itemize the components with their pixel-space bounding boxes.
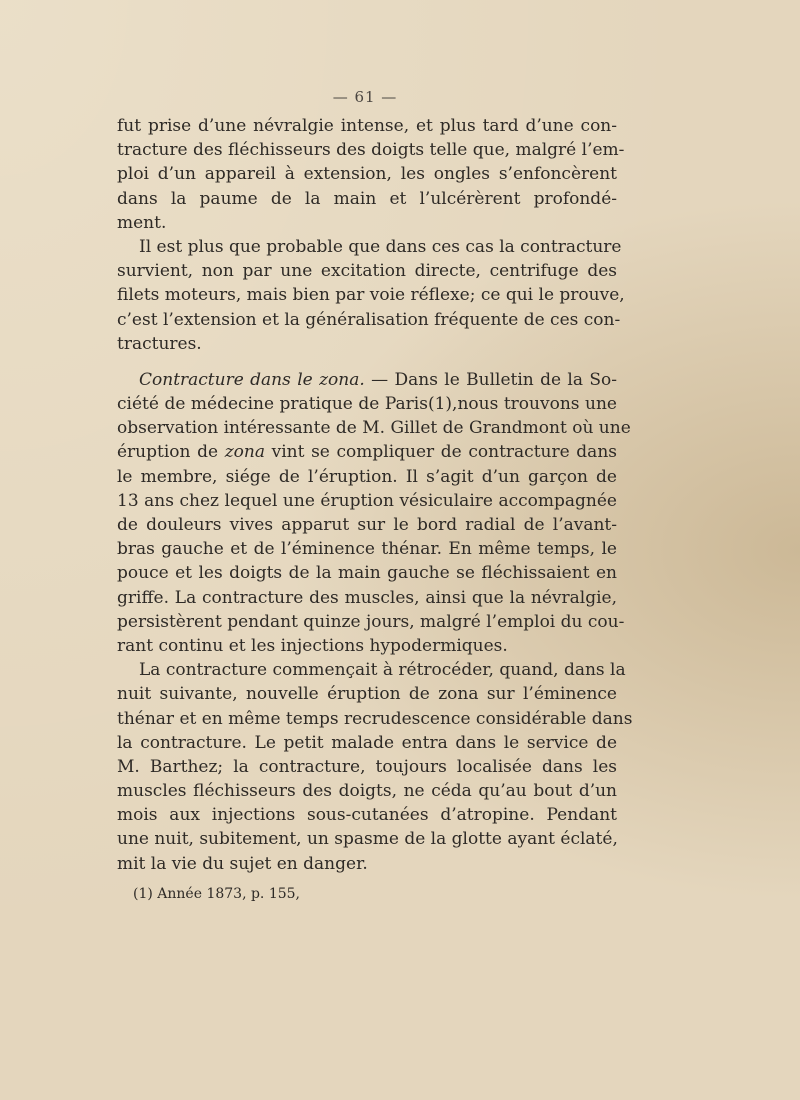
text-line: nuit suivante, nouvelle éruption de zona sur l’éminence [117, 684, 617, 705]
text-line: filets moteurs, mais bien par voie réflexe; ce qui le prouve, [117, 285, 625, 306]
text-line: griffe. La contracture des muscles, ainsi que la névralgie, [117, 587, 617, 608]
text-line: ciété de médecine pratique de Paris(1),nous trouvons une [117, 394, 617, 415]
page-number: — 61 — [332, 88, 398, 106]
text-line: le membre, siége de l’éruption. Il s’agit d’un garçon de [117, 466, 617, 487]
paragraph-4 [117, 658, 633, 876]
text-line: mois aux injections sous-cutanées d’atropine. Pendant [117, 805, 617, 826]
text-line: tracture des fléchisseurs des doigts telle que, malgré l’em- [117, 140, 625, 161]
text-line: rant continu et les injections hypodermiques. [117, 635, 508, 656]
paragraph-1 [117, 114, 625, 235]
text-line: Il est plus que probable que dans ces cas la contracture [139, 236, 622, 257]
paragraph-spacer [117, 356, 617, 368]
text-line: dans la paume de la main et l’ulcérèrent profondé- [117, 188, 617, 209]
text-line: de douleurs vives apparut sur le bord radial de l’avant- [117, 515, 617, 535]
text-line: survient, non par une excitation directe, centrifuge des [117, 261, 617, 282]
text-line: tractures. [117, 333, 202, 354]
text-line [117, 440, 617, 464]
text-line: 13 ans chez lequel une éruption vésiculaire accompagnée [117, 490, 617, 511]
text-line: pouce et les doigts de la main gauche se fléchissaient en [117, 563, 617, 584]
section-heading: Contracture dans le zona. [139, 369, 365, 390]
footnote: (1) Année 1873, p. 155, [133, 886, 301, 902]
text-line: une nuit, subitement, un spasme de la glotte ayant éclaté, [117, 829, 618, 850]
text-span: éruption de [117, 442, 225, 463]
text-span: — Dans le Bulletin de la So- [364, 369, 617, 390]
text-line: observation intéressante de M. Gillet de Grandmont où une [117, 418, 631, 439]
text-line: thénar et en même temps recrudescence considérable dans [117, 708, 633, 729]
text-line: persistèrent pendant quinze jours, malgré l’emploi du cou- [117, 611, 625, 632]
text-line: bras gauche et de l’éminence thénar. En même temps, le [117, 539, 617, 560]
text-line: La contracture commençait à rétrocéder, quand, dans la [139, 660, 626, 681]
text-line: mit la vie du sujet en danger. [117, 853, 368, 874]
text-line: muscles fléchisseurs des doigts, ne céda qu’au bout d’un [117, 781, 617, 802]
text-line: ploi d’un appareil à extension, les ongles s’enfoncèrent [117, 164, 617, 185]
italic-term: zona [224, 442, 265, 463]
body-text [117, 114, 633, 876]
text-line: fut prise d’une névralgie intense, et plus tard d’une con- [117, 116, 617, 136]
text-line: M. Barthez; la contracture, toujours localisée dans les [117, 756, 617, 777]
text-line [117, 368, 617, 392]
paragraph-3 [117, 368, 631, 658]
text-line: ment. [117, 212, 167, 233]
paragraph-2 [117, 235, 625, 356]
text-line: la contracture. Le petit malade entra dans le service de [117, 732, 617, 753]
text-line: c’est l’extension et la généralisation fréquente de ces con- [117, 309, 621, 330]
text-span: vint se compliquer de contracture dans [264, 442, 617, 463]
